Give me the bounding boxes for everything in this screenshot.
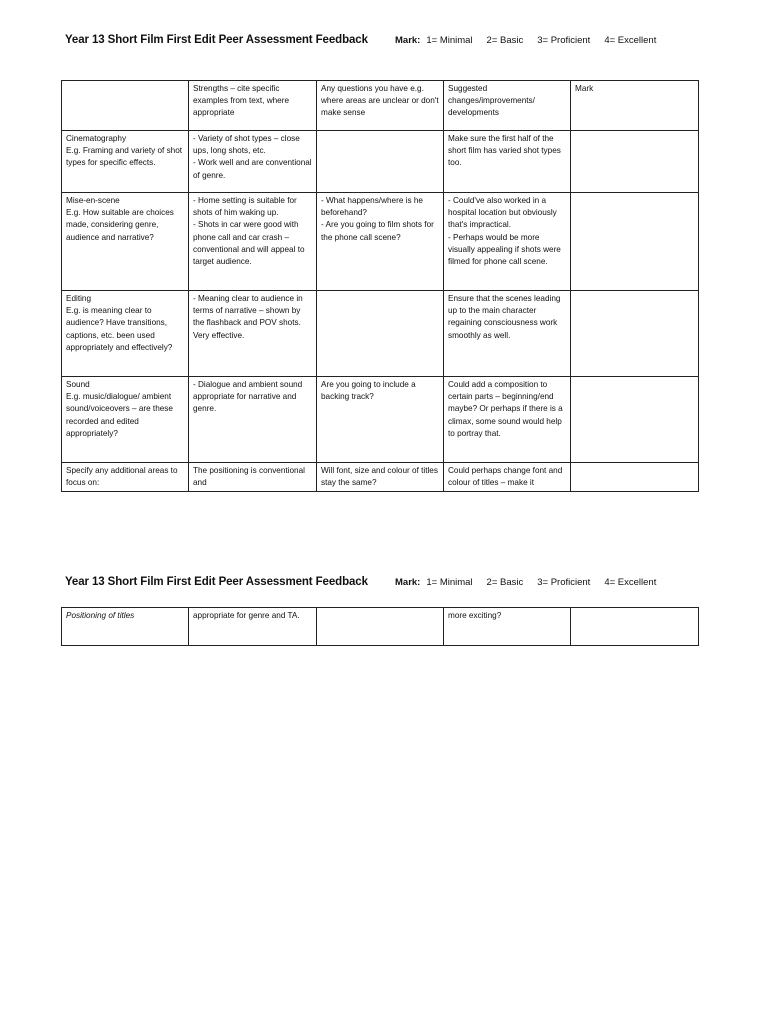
table-row-continued xyxy=(62,608,699,646)
suggestion-item: Ensure that the scenes leading up to the main character regaining consciousness work smoothly as well. xyxy=(448,294,561,340)
header-cell-empty xyxy=(62,81,189,131)
suggestion-item: - Could've also worked in a hospital location but obviously that's impractical. xyxy=(448,196,557,230)
strengths-cell: appropriate for genre and TA. xyxy=(189,608,317,646)
header-cell-mark: Mark xyxy=(571,81,699,131)
page-header-2 xyxy=(65,572,725,592)
scale-1: 1= Minimal xyxy=(426,34,473,46)
mark-scale xyxy=(395,35,670,46)
area-description: E.g. How suitable are choices made, considering genre, audience and narrative? xyxy=(66,208,174,242)
strengths-cell xyxy=(189,291,317,377)
question-item: Are you going to include a backing track? xyxy=(321,380,416,402)
suggestion-item: Could add a composition to certain parts – beginning/end maybe? Or perhaps if there is a climax, some sound would help to portray that. xyxy=(448,380,563,438)
area-description: E.g. Framing and variety of shot types for specific effects. xyxy=(66,146,183,168)
strength-item: - Variety of shot types – close ups, long shots, etc. xyxy=(193,134,300,156)
area-name: Editing xyxy=(66,294,92,303)
questions-cell xyxy=(317,193,444,291)
suggestion-item: Make sure the first half of the short film has varied shot types too. xyxy=(448,134,561,168)
strength-item: - Home setting is suitable for shots of him waking up. xyxy=(193,196,297,218)
form-title: Year 13 Short Film First Edit Peer Assessment Feedback xyxy=(65,34,368,46)
scale-3: 3= Proficient xyxy=(537,576,591,588)
scale-4: 4= Excellent xyxy=(604,576,657,588)
scale-2: 2= Basic xyxy=(486,34,524,46)
strengths-cell xyxy=(189,463,317,492)
scale-4: 4= Excellent xyxy=(604,34,657,46)
form-title: Year 13 Short Film First Edit Peer Assessment Feedback xyxy=(65,576,368,588)
suggestion-item: - Perhaps would be more visually appealing if shots were filmed for phone call scene. xyxy=(448,232,561,267)
questions-cell xyxy=(317,463,444,492)
table-row-editing xyxy=(62,291,699,377)
question-item: - Are you going to film shots for the phone call scene? xyxy=(321,220,434,242)
strength-item: - Dialogue and ambient sound appropriate for narrative and genre. xyxy=(193,380,303,414)
strengths-cell xyxy=(189,193,317,291)
suggestions-cell xyxy=(444,291,571,377)
page-header-1 xyxy=(65,30,725,50)
header-cell-questions: Any questions you have e.g. where areas are unclear or don't make sense xyxy=(317,81,444,131)
area-cell xyxy=(62,377,189,463)
strength-item: - Meaning clear to audience in terms of narrative – shown by the flashback and POV shots. Very effective. xyxy=(193,294,303,340)
suggestions-cell xyxy=(444,377,571,463)
question-item: Will font, size and colour of titles stay the same? xyxy=(321,466,438,488)
mark-label: Mark: xyxy=(395,34,421,46)
suggestions-cell xyxy=(444,193,571,291)
area-description: E.g. music/dialogue/ ambient sound/voiceovers – are these recorded and edited appropriately? xyxy=(66,392,173,438)
mark-cell xyxy=(571,377,699,463)
questions-cell xyxy=(317,291,444,377)
mark-cell xyxy=(571,291,699,377)
area-description: E.g. is meaning clear to audience? Have transitions, captions, etc. been used appropriately and effectively? xyxy=(66,306,173,352)
area-cell xyxy=(62,131,189,193)
question-item: - What happens/where is he beforehand? xyxy=(321,196,423,218)
area-name: Cinematography xyxy=(66,134,127,143)
suggestions-cell xyxy=(444,131,571,193)
feedback-table-1 xyxy=(61,80,699,492)
suggestions-cell xyxy=(444,463,571,492)
feedback-table-2 xyxy=(61,607,699,646)
area-name: Mise-en-scene xyxy=(66,196,120,205)
mark-label: Mark: xyxy=(395,576,421,588)
area-cell: Positioning of titles xyxy=(62,608,189,646)
strengths-cell xyxy=(189,377,317,463)
table-row-mise-en-scene xyxy=(62,193,699,291)
questions-cell xyxy=(317,608,444,646)
area-cell xyxy=(62,291,189,377)
table-header-row xyxy=(62,81,699,131)
table-row-additional xyxy=(62,463,699,492)
header-cell-suggestions: Suggested changes/improvements/ developments xyxy=(444,81,571,131)
table-row-sound xyxy=(62,377,699,463)
strength-item: - Work well and are conventional of genre. xyxy=(193,158,312,180)
scale-1: 1= Minimal xyxy=(426,576,473,588)
suggestions-cell: more exciting? xyxy=(444,608,571,646)
scale-3: 3= Proficient xyxy=(537,34,591,46)
header-cell-strengths: Strengths – cite specific examples from text, where appropriate xyxy=(189,81,317,131)
area-cell xyxy=(62,193,189,291)
area-cell xyxy=(62,463,189,492)
mark-cell xyxy=(571,463,699,492)
questions-cell xyxy=(317,131,444,193)
area-name: Specify any additional areas to focus on: xyxy=(66,466,178,488)
mark-cell xyxy=(571,193,699,291)
suggestion-item: Could perhaps change font and colour of titles – make it xyxy=(448,466,563,488)
strengths-cell xyxy=(189,131,317,193)
mark-scale xyxy=(395,577,670,588)
mark-cell xyxy=(571,131,699,193)
table-row-cinematography xyxy=(62,131,699,193)
area-name: Sound xyxy=(66,380,90,389)
questions-cell xyxy=(317,377,444,463)
strength-item: - Shots in car were good with phone call and car crash – conventional and will appeal to target audience. xyxy=(193,220,305,267)
scale-2: 2= Basic xyxy=(486,576,524,588)
mark-cell xyxy=(571,608,699,646)
strength-item: The positioning is conventional and xyxy=(193,466,305,488)
